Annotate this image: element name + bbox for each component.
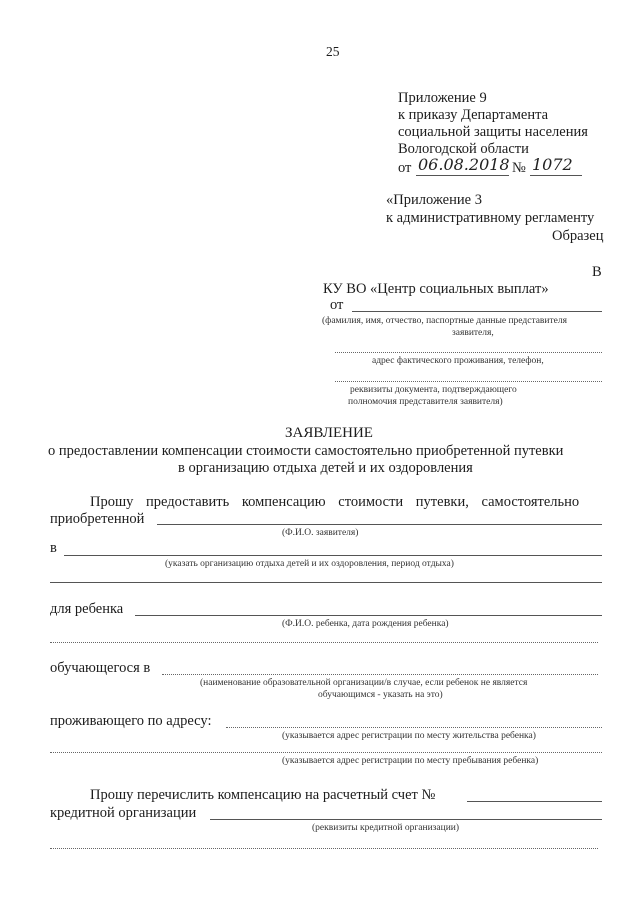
from-label: от <box>330 297 344 313</box>
appendix-line3: Образец <box>552 228 604 244</box>
in-label: в <box>50 540 57 556</box>
child-line-1 <box>135 615 602 616</box>
transfer-text: Прошу перечислить компенсацию на расчетный счет № <box>90 787 436 803</box>
org-line-1 <box>64 555 602 556</box>
document-title: ЗАЯВЛЕНИЕ <box>285 425 373 441</box>
address-line-2 <box>50 752 602 753</box>
header-line3: социальной защиты населения <box>398 124 588 140</box>
document-subtitle-2: в организацию отдыха детей и их оздоровления <box>178 460 473 476</box>
caption-org: (указать организацию отдыха детей и их оздоровления, период отдыха) <box>165 559 454 569</box>
header-line2: к приказу Департамента <box>398 107 549 123</box>
from-line <box>352 311 602 312</box>
caption-applicant-fio: (Ф.И.О. заявителя) <box>282 528 359 538</box>
number-prefix: № <box>512 160 526 176</box>
appendix-line1: «Приложение 3 <box>386 192 482 208</box>
recipient-line-2 <box>335 352 602 353</box>
bank-line-1 <box>210 819 602 820</box>
header-line1: Приложение 9 <box>398 90 487 106</box>
org-line-2 <box>50 582 602 583</box>
recipient-line-3 <box>335 381 602 382</box>
number-line <box>530 175 582 176</box>
bank-label: кредитной организации <box>50 805 197 821</box>
recipient-caption-2: адрес фактического проживания, телефон, <box>372 356 544 366</box>
caption-address-2: (указывается адрес регистрации по месту пребывания ребенка) <box>282 756 539 766</box>
document-subtitle-1: о предоставлении компенсации стоимости самостоятельно приобретенной путевки <box>48 443 564 459</box>
child-line-2 <box>50 642 598 643</box>
caption-child: (Ф.И.О. ребенка, дата рождения ребенка) <box>282 619 449 629</box>
caption-school-2: обучающимся - указать на это) <box>318 690 443 700</box>
address-label: проживающего по адресу: <box>50 713 212 729</box>
recipient-caption-1b: заявителя, <box>452 328 494 338</box>
student-label: обучающегося в <box>50 660 151 676</box>
to-marker: В <box>592 264 602 280</box>
page-number: 25 <box>326 44 340 59</box>
acquired-label: приобретенной <box>50 511 145 527</box>
header-line4: Вологодской области <box>398 141 529 157</box>
address-line-1 <box>226 727 602 728</box>
recipient-caption-3b: полномочия представителя заявителя) <box>348 397 503 407</box>
number-value: 1072 <box>532 155 573 174</box>
account-number-line <box>467 801 602 802</box>
applicant-fio-line <box>157 524 602 525</box>
caption-school-1: (наименование образовательной организации/в случае, если ребенок не является <box>200 678 528 688</box>
appendix-line2: к административному регламенту <box>386 210 595 226</box>
recipient-org: КУ ВО «Центр социальных выплат» <box>323 281 549 297</box>
caption-address-1: (указывается адрес регистрации по месту жительства ребенка) <box>282 731 536 741</box>
date-value: 06.08.2018 <box>418 155 510 174</box>
date-prefix: от <box>398 160 412 176</box>
recipient-caption-3a: реквизиты документа, подтверждающего <box>350 385 517 395</box>
child-label: для ребенка <box>50 601 124 617</box>
bank-line-2 <box>50 848 598 849</box>
school-line <box>162 674 598 675</box>
caption-bank: (реквизиты кредитной организации) <box>312 823 460 833</box>
date-line <box>416 175 509 176</box>
request-text: Прошу предоставить компенсацию стоимости путевки, самостоятельно <box>90 494 580 510</box>
recipient-caption-1a: (фамилия, имя, отчество, паспортные данные представителя <box>322 316 567 326</box>
